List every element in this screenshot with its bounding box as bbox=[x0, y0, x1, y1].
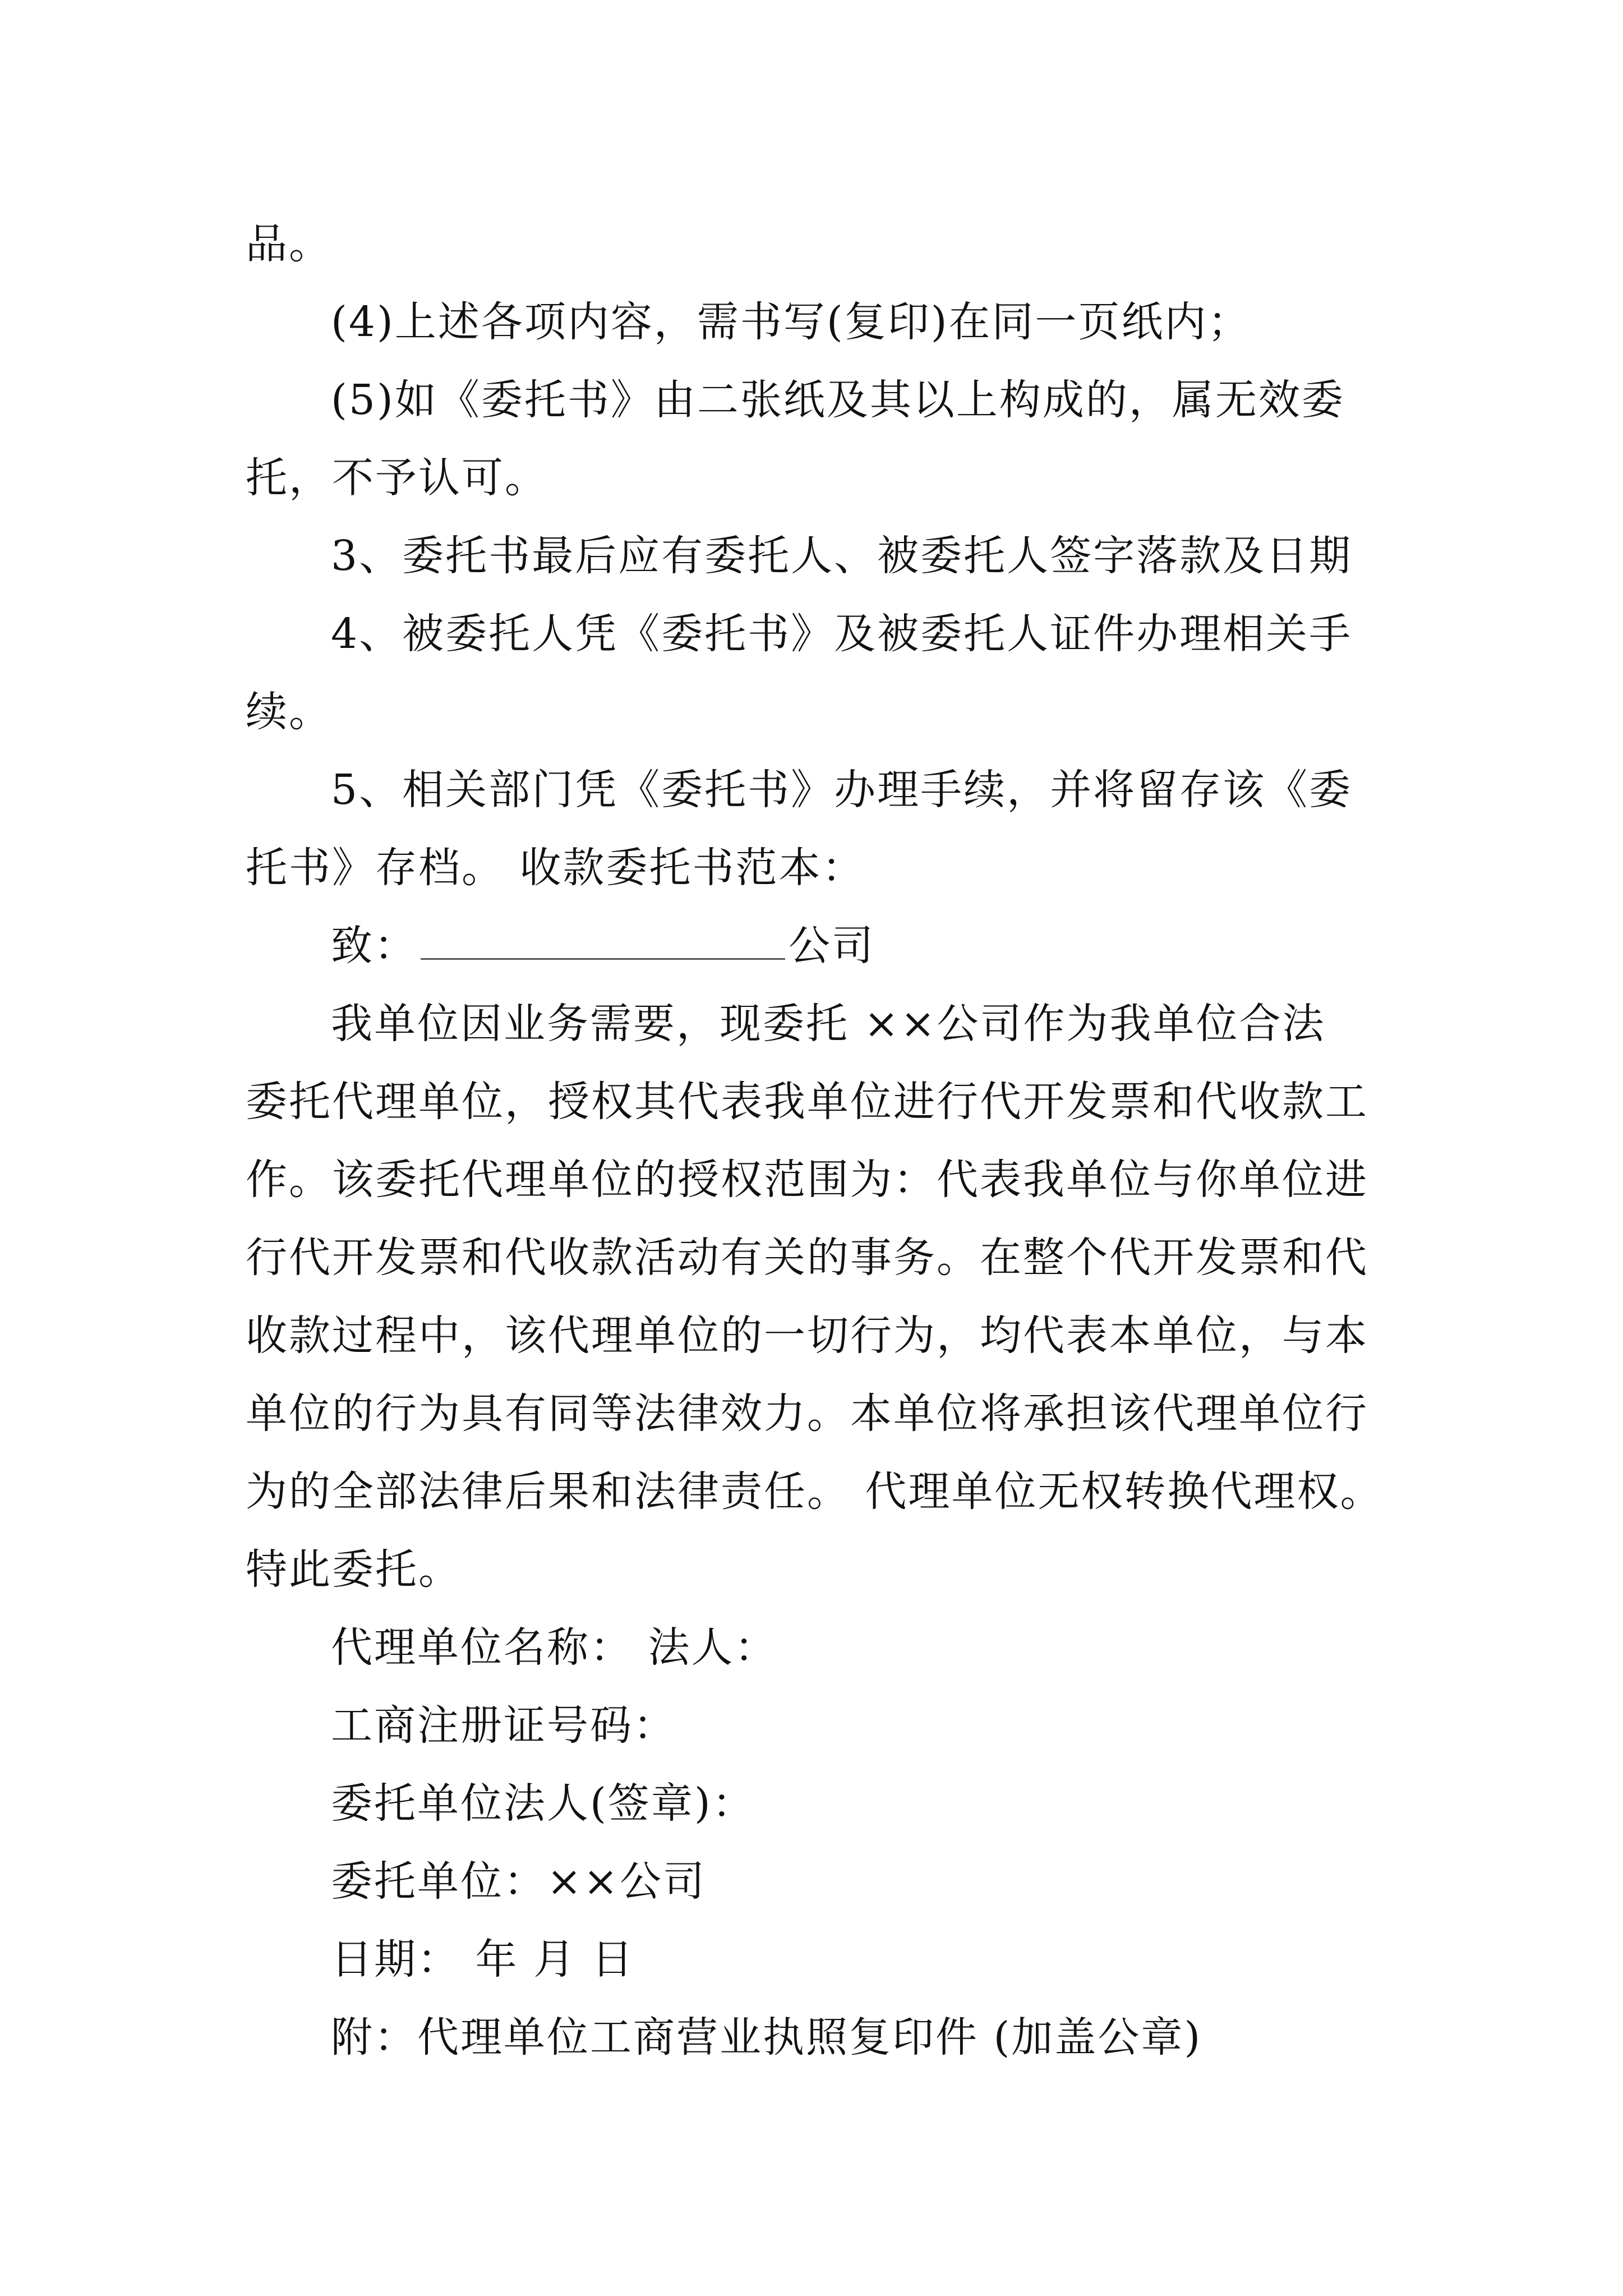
field-agent-name: 代理单位名称： 法人： bbox=[331, 1623, 778, 1672]
text-line: 续。 bbox=[246, 688, 332, 736]
text-line: 作。该委托代理单位的授权范围为：代表我单位与你单位进 bbox=[246, 1156, 1368, 1204]
addressee-prefix: 致： bbox=[331, 922, 417, 970]
text-line: 收款过程中，该代理单位的一切行为，均代表本单位，与本 bbox=[246, 1312, 1368, 1360]
document-body bbox=[246, 205, 1384, 2077]
text-line: 特此委托。 bbox=[246, 1545, 462, 1594]
text-line: 4、被委托人凭《委托书》及被委托人证件办理相关手 bbox=[331, 610, 1353, 658]
field-principal: 委托单位：××公司 bbox=[331, 1857, 707, 1906]
text-line: 品。 bbox=[246, 220, 332, 268]
field-legal-representative: 委托单位法人(签章)： bbox=[331, 1779, 755, 1828]
text-line: 托，不予认可。 bbox=[246, 454, 548, 502]
text-line: (5)如《委托书》由二张纸及其以上构成的，属无效委 bbox=[331, 376, 1345, 424]
field-date: 日期： 年 月 日 bbox=[331, 1935, 635, 1984]
text-line: 委托代理单位，授权其代表我单位进行代开发票和代收款工 bbox=[246, 1078, 1368, 1126]
addressee-line bbox=[246, 907, 1384, 985]
addressee-suffix: 公司 bbox=[789, 922, 875, 970]
text-line: 3、委托书最后应有委托人、被委托人签字落款及日期 bbox=[331, 532, 1353, 580]
text-line: 为的全部法律后果和法律责任。 代理单位无权转换代理权。 bbox=[246, 1467, 1384, 1516]
text-line: 我单位因业务需要，现委托 ××公司作为我单位合法 bbox=[331, 1000, 1326, 1048]
text-line: 托书》存档。 收款委托书范本： bbox=[246, 844, 865, 892]
field-registration-number: 工商注册证号码： bbox=[331, 1701, 676, 1750]
text-line: 5、相关部门凭《委托书》办理手续，并将留存该《委 bbox=[331, 766, 1353, 814]
field-attachment: 附：代理单位工商营业执照复印件 (加盖公章) bbox=[331, 2013, 1202, 2062]
text-line: 单位的行为具有同等法律效力。本单位将承担该代理单位行 bbox=[246, 1389, 1368, 1438]
text-line: (4)上述各项内容，需书写(复印)在同一页纸内； bbox=[331, 298, 1251, 346]
text-line: 行代开发票和代收款活动有关的事务。在整个代开发票和代 bbox=[246, 1234, 1368, 1282]
addressee-blank bbox=[421, 919, 785, 960]
